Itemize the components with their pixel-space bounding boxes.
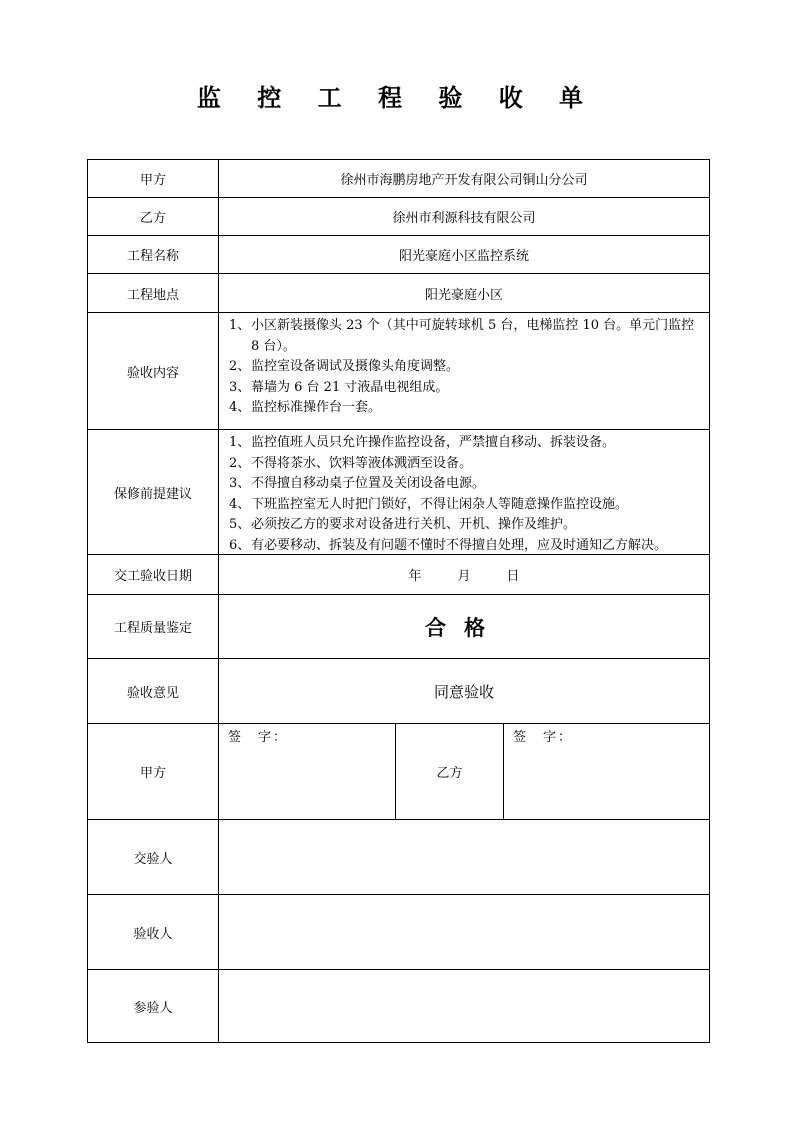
party-b-signature-cell[interactable] [504,724,709,819]
list-item: 5、 必须按乙方的要求对设备进行关机、开机、操作及维护。 [229,517,577,532]
signature-party-b-label: 乙方 [436,766,463,781]
party-b-sign-text: 签 字： [513,730,574,745]
list-item: 1、 小区新装摄像头 23 个（其中可旋转球机 5 台，电梯监控 10 台。单元门监控 8 台）。 [229,318,695,354]
handover-person-field[interactable] [219,820,709,894]
document-title: 监 控 工 程 验 收 单 [196,84,598,112]
date-day: 日 [506,569,520,584]
acceptance-form-table [87,159,710,1043]
handover-person-label: 交验人 [88,820,219,894]
list-item: 6、 有必要移动、拆装及有问题不懂时不得擅自处理，应及时通知乙方解决。 [229,537,668,553]
row-maintenance-suggestions [88,430,709,555]
quality-value: 合格 [425,615,503,640]
row-party-b [88,198,709,236]
list-item: 1、 监控值班人员只允许操作监控设备，严禁擅自移动、拆装设备。 [229,435,616,450]
party-a-signature-cell[interactable] [219,724,396,819]
handover-date-label: 交工验收日期 [88,555,219,594]
row-acceptance-content [88,313,709,430]
quality-label: 工程质量鉴定 [88,595,219,658]
party-a-label: 甲方 [88,160,219,197]
row-quality [88,595,709,659]
row-handover-person [88,820,709,895]
list-item: 3、 不得擅自移动桌子位置及关闭设备电源。 [229,476,486,491]
row-participant [88,970,709,1042]
project-location-value: 阳光豪庭小区 [424,287,503,303]
receiver-field[interactable] [219,895,709,969]
list-item: 2、 不得将茶水、饮料等液体溅洒至设备。 [229,455,473,471]
project-name-value: 阳光豪庭小区监控系统 [398,249,529,264]
date-year: 年 [408,569,422,584]
opinion-value: 同意验收 [433,682,494,701]
project-name-label: 工程名称 [88,236,219,273]
row-signatures [88,724,709,820]
project-location-label: 工程地点 [88,274,219,312]
row-project-name [88,236,709,274]
list-item: 2、 监控室设备调试及摄像头角度调整。 [229,359,460,374]
acceptance-content-list [219,313,709,429]
party-a-value: 徐州市海鹏房地产开发有限公司铜山分公司 [340,173,588,188]
party-a-sign-text: 签 字： [228,730,289,745]
row-opinion [88,659,709,724]
maintenance-suggestions-list [219,430,709,554]
receiver-label: 验收人 [88,895,219,969]
row-party-a [88,160,709,198]
list-item: 4、 监控标准操作台一套。 [229,400,382,415]
acceptance-content-label: 验收内容 [88,313,219,429]
signature-party-a-label: 甲方 [88,724,219,819]
list-item: 3、 幕墙为 6 台 21 寸液晶电视组成。 [229,379,449,395]
party-b-value: 徐州市利源科技有限公司 [392,211,536,226]
handover-date-value [219,555,709,594]
maintenance-suggestions-label: 保修前提建议 [88,430,219,554]
participant-label: 参验人 [88,970,219,1042]
row-project-location [88,274,709,313]
party-b-label-cell [396,724,504,819]
list-item: 4、 下班监控室无人时把门锁好，不得让闲杂人等随意操作监控设施。 [229,496,629,512]
participant-field[interactable] [219,970,709,1042]
row-receiver [88,895,709,970]
date-month: 月 [457,569,471,584]
row-handover-date [88,555,709,595]
opinion-label: 验收意见 [88,659,219,723]
party-b-label: 乙方 [88,198,219,235]
